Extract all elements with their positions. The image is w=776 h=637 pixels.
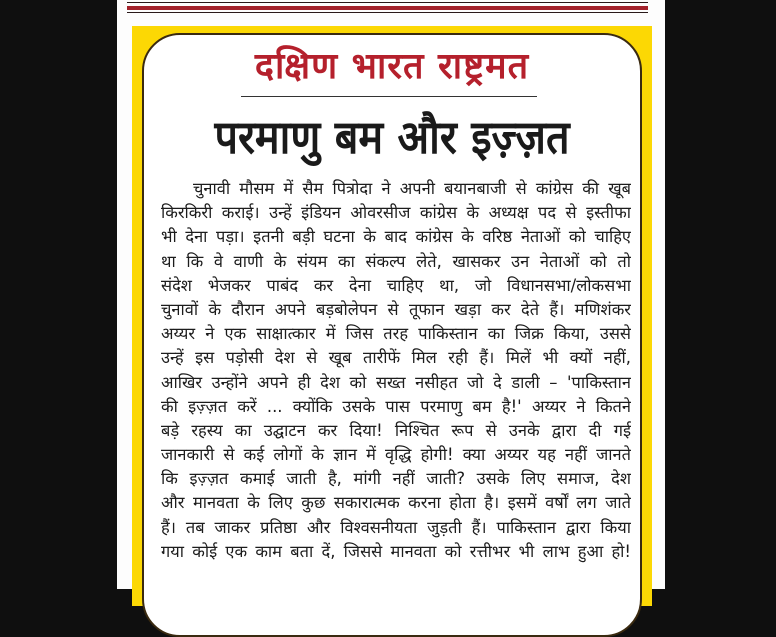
headline: परमाणु बम और इज़्ज़त [214,110,570,164]
body-line: बड़े रहस्य का उद्घाटन कर दिया! निश्चित रूप से उनके द्वारा दी गई [161,420,631,440]
newspaper-page [117,0,665,589]
editorial-frame [132,26,652,606]
body-line: जानकारी से कई लोगों के ज्ञान में वृद्धि होगी! क्या अय्यर यह नहीं जानते [161,445,631,465]
body-line: उन्हें इस पड़ोसी देश से खूब तारीफें मिल रही हैं। मिलें भी क्यों नहीं, [161,348,631,368]
body-line: गया कोई एक काम बता दें, जिससे मानवता को रत्तीभर भी लाभ हुआ हो! [161,541,631,561]
article-body [161,177,631,564]
top-rule-red [127,6,648,10]
top-rule-thin-lower [127,12,648,13]
body-line: हैं। तब जाकर प्रतिष्ठा और विश्वसनीयता जुड़ती हैं। पाकिस्तान द्वारा किया [161,517,631,537]
editorial-box [142,33,642,637]
masthead-divider [241,96,537,97]
body-line: था कि वे वाणी के संयम का संकल्प लेते, खासकर उन नेताओं को तो [161,251,631,271]
body-line: अय्यर ने एक साक्षात्कार में जिस तरह पाकिस्तान का जिक्र किया, उससे [161,324,631,344]
body-line: संदेश भेजकर पाबंद कर देना चाहिए था, जो विधानसभा/लोकसभा [161,275,631,295]
top-rule-thin [127,2,648,3]
body-line: चुनावों के दौरान अपने बड़बोलेपन से तूफान खड़ा कर देते हैं। मणिशंकर [161,299,631,319]
body-line: चुनावी मौसम में सैम पित्रोदा ने अपनी बयानबाजी से कांग्रेस की खूब [193,179,631,198]
body-line: किरकिरी कराई। उन्हें इंडियन ओवरसीज कांग्रेस के अध्यक्ष पद से इस्तीफा [161,203,631,223]
masthead: दक्षिण भारत राष्ट्रमत [254,46,530,87]
body-line: कि इज़्ज़त कमाई जाती है, मांगी नहीं जाती? उसके लिए समाज, देश [161,469,631,489]
body-line: की इज़्ज़त करें ... क्योंकि उसके पास परमाणु बम है!' अय्यर ने कितने [161,396,631,416]
body-line: और मानवता के लिए कुछ सकारात्मक करना होता है। इसमें वर्षों लग जाते [161,493,631,513]
body-line: आखिर उन्होंने अपने ही देश को सख्त नसीहत जो दे डाली – 'पाकिस्तान [161,372,631,392]
body-line: भी देना पड़ा। इतनी बड़ी घटना के बाद कांग्रेस के वरिष्ठ नेताओं को चाहिए [161,227,631,247]
